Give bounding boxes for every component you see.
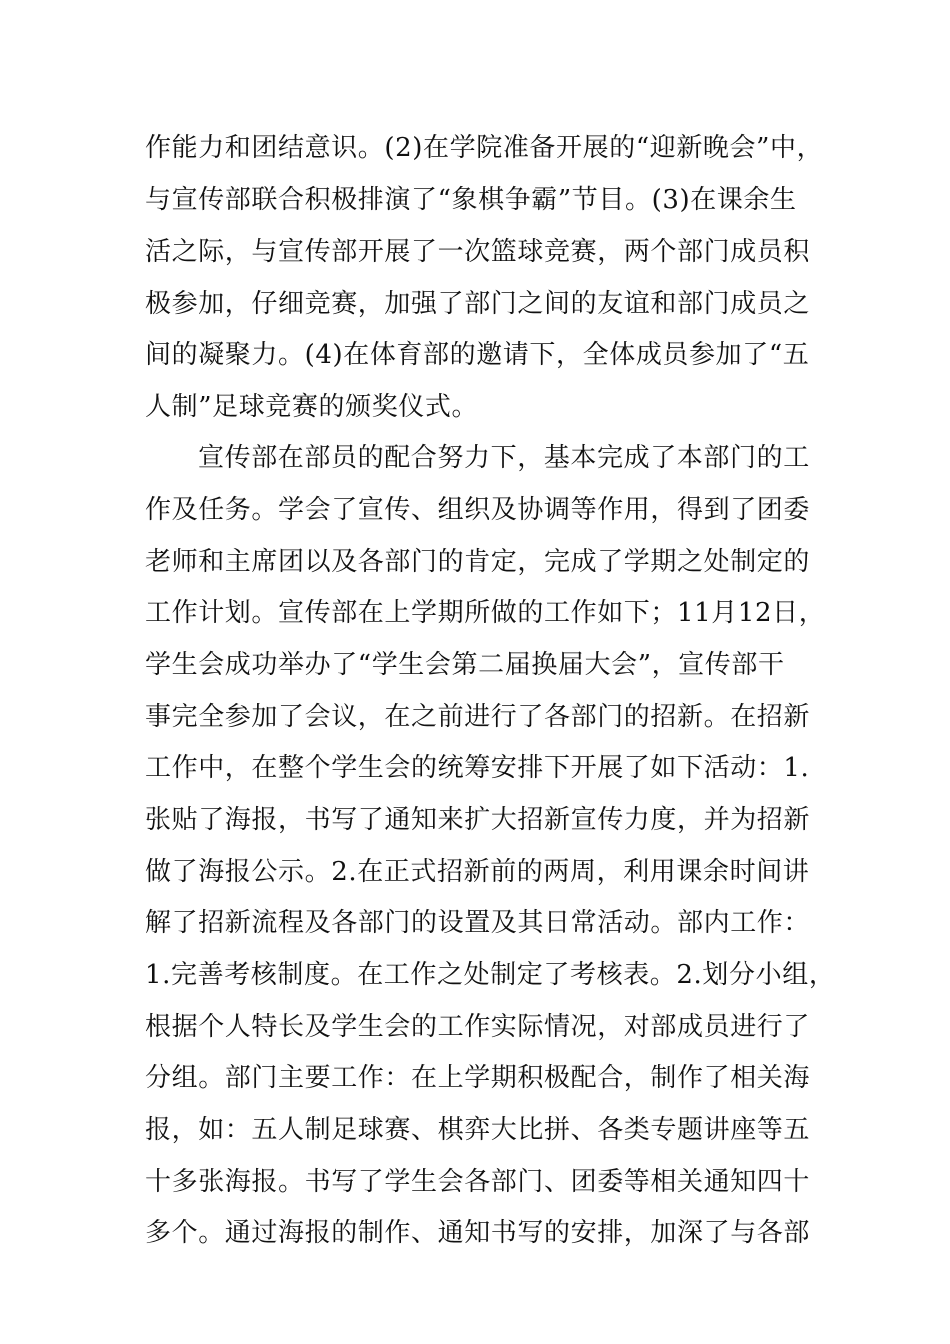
text-line-19: 分组。部门主要工作：在上学期积极配合，制作了相关海 — [145, 1063, 811, 1093]
text-line-9: 老师和主席团以及各部门的肯定，完成了学期之处制定的 — [145, 547, 811, 577]
text-line-2: 与宣传部联合积极排演了“象棋争霸”节目。(3)在课余生 — [145, 185, 797, 215]
paragraph-2-first-line: 宣传部在部员的配合努力下，基本完成了本部门的工 — [198, 443, 810, 473]
text-line-4: 极参加，仔细竞赛，加强了部门之间的友谊和部门成员之 — [145, 289, 811, 319]
text-line-13: 工作中，在整个学生会的统筹安排下开展了如下活动：1. — [145, 753, 810, 783]
text-line-22: 多个。通过海报的制作、通知书写的安排，加深了与各部 — [145, 1218, 811, 1248]
text-line-14: 张贴了海报，书写了通知来扩大招新宣传力度，并为招新 — [145, 805, 811, 835]
text-line-10: 工作计划。宣传部在上学期所做的工作如下；11月12日， — [145, 598, 826, 628]
text-line-6: 人制”足球竞赛的颁奖仪式。 — [145, 392, 479, 422]
text-line-15: 做了海报公示。2.在正式招新前的两周，利用课余时间讲 — [145, 857, 810, 887]
text-line-1: 作能力和团结意识。(2)在学院准备开展的“迎新晚会”中， — [145, 133, 824, 163]
text-line-8: 作及任务。学会了宣传、组织及协调等作用，得到了团委 — [145, 495, 811, 525]
text-line-3: 活之际，与宣传部开展了一次篮球竞赛，两个部门成员积 — [145, 237, 811, 267]
text-line-5: 间的凝聚力。(4)在体育部的邀请下，全体成员参加了“五 — [145, 340, 810, 370]
text-line-17: 1.完善考核制度。在工作之处制定了考核表。2.划分小组， — [145, 960, 836, 990]
text-line-16: 解了招新流程及各部门的设置及其日常活动。部内工作： — [145, 908, 811, 938]
text-line-20: 报，如：五人制足球赛、棋弈大比拼、各类专题讲座等五 — [145, 1115, 811, 1145]
text-line-11: 学生会成功举办了“学生会第二届换届大会”，宣传部干 — [145, 650, 785, 680]
text-line-12: 事完全参加了会议，在之前进行了各部门的招新。在招新 — [145, 702, 811, 732]
text-line-21: 十多张海报。书写了学生会各部门、团委等相关通知四十 — [145, 1167, 811, 1197]
text-line-18: 根据个人特长及学生会的工作实际情况，对部成员进行了 — [145, 1012, 811, 1042]
